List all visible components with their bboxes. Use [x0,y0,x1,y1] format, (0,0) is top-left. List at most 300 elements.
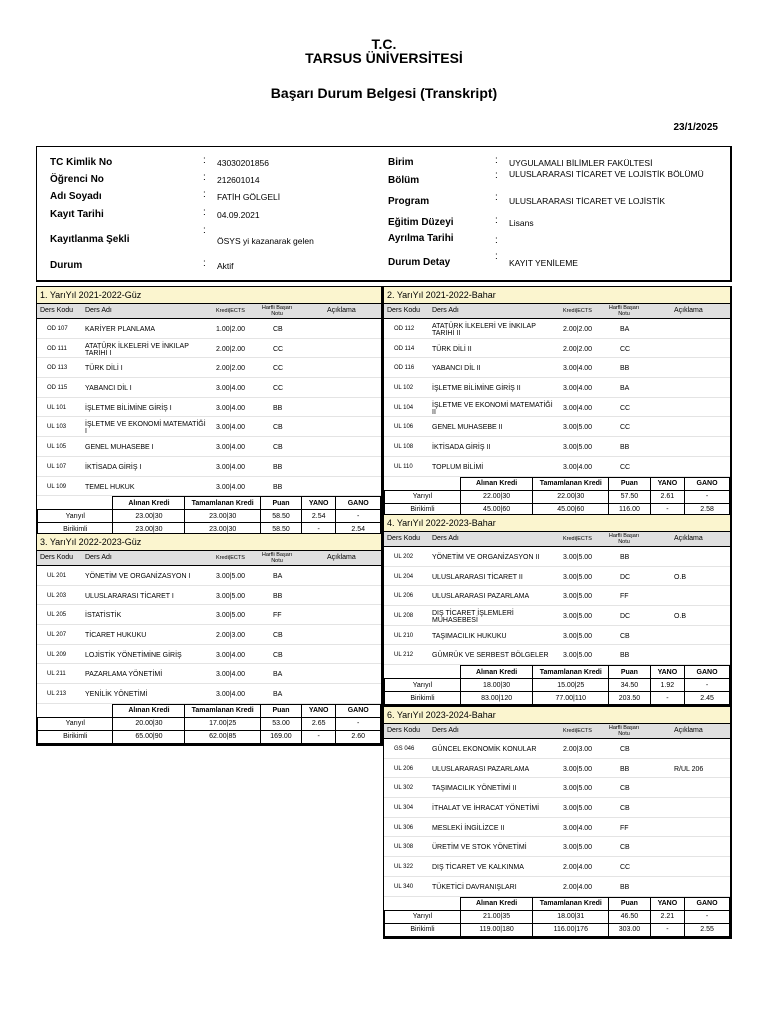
col-note-header: Açıklama [327,554,356,561]
course-grade: BB [620,554,630,561]
summary-gano: 2.60 [336,730,381,743]
course-code: UL 204 [394,573,414,580]
summary-yano: 2.21 [650,910,685,923]
student-info-box [36,146,732,282]
course-row [384,857,730,877]
summary-gano: 2.55 [685,923,730,936]
course-row [384,798,730,818]
summary-header: GANO [336,704,381,717]
semester-summary-table [37,496,381,536]
course-credit: 3.00|4.00 [563,385,593,393]
summary-header: Puan [260,497,301,510]
course-grade: CB [620,805,630,813]
label-education-level: Eğitim Düzeyi [388,217,454,228]
summary-done: 116.00|176 [533,923,609,936]
course-grade: BB [620,765,630,773]
course-grade: BA [273,671,283,679]
summary-yano: - [650,692,685,705]
summary-done: 45.00|60 [533,503,609,516]
summary-header: YANO [302,704,336,717]
summary-taken: 23.00|30 [113,523,185,536]
semester-title: 1. YarıYıl 2021-2022-Güz [37,287,381,304]
course-code: UL 206 [394,593,414,600]
course-name: ÜRETİM VE STOK YÖNETİMİ [432,844,527,852]
course-credit: 2.00|2.00 [563,326,593,333]
summary-taken: 65.00|90 [113,730,185,743]
course-name: TAŞIMACILIK YÖNETİMİ II [432,785,517,793]
course-code: UL 106 [394,424,414,431]
course-code: UL 201 [47,573,67,579]
course-grade: BB [273,483,283,491]
course-grade: CC [273,385,284,393]
summary-done: 18.00|31 [533,910,609,923]
course-grade: BA [620,385,630,393]
course-row [384,398,730,418]
summary-header: Alınan Kredi [113,497,185,510]
course-code: UL 302 [394,785,414,792]
summary-gano: 2.58 [685,503,730,516]
course-credit: 3.00|5.00 [563,805,593,813]
course-code: UL 109 [47,483,67,490]
course-grade: CB [273,651,283,659]
summary-row-label: Yarıyıl [38,510,113,523]
course-code: UL 103 [47,424,67,431]
course-name: TEMEL HUKUK [85,483,135,491]
course-credit: 3.00|5.00 [563,652,593,660]
summary-gano: 2.45 [685,692,730,705]
col-code-header: Ders Kodu [40,554,74,561]
course-credit: 2.00|2.00 [216,345,246,353]
document-date: 23/1/2025 [673,122,718,133]
summary-header: Tamamlanan Kredi [185,497,260,510]
col-note-header: Açıklama [674,727,703,734]
course-grade: FF [273,612,282,620]
colon: : [203,172,206,183]
summary-row-label: Birikimli [38,523,113,536]
course-name: ULUSLARARASI PAZARLAMA [432,593,530,601]
colon: : [495,170,498,181]
course-credit: 3.00|5.00 [216,612,246,620]
course-code: OD 114 [394,345,415,352]
semester-summary-table [384,897,730,937]
summary-taken: 18.00|30 [460,679,532,692]
summary-row-label: Birikimli [385,692,461,705]
col-grade-header: Harfli Başarı Notu [608,725,640,737]
course-code: UL 104 [394,404,414,411]
colon: : [203,258,206,269]
course-name: İŞLETME BİLİMİNE GİRİŞ I [85,404,172,412]
header-tc: T.C. [371,36,397,52]
course-credit: 3.00|5.00 [216,592,246,600]
course-row [37,358,381,378]
summary-yano: 2.54 [302,510,336,523]
course-name: İKTİSADA GİRİŞ I [85,463,142,471]
course-credit: 3.00|5.00 [563,424,593,432]
summary-row-label: Yarıyıl [385,679,461,692]
course-grade: CB [620,844,630,852]
col-credit-header: Kredi|ECTS [216,308,245,314]
course-grade: CC [273,365,284,373]
label-name: Adı Soyadı [50,191,102,202]
summary-taken: 83.00|120 [460,692,532,705]
course-code: OD 107 [47,326,68,332]
semester-summary-table [384,477,730,517]
course-name: GENEL MUHASEBE I [85,444,154,452]
course-code: UL 207 [47,632,67,639]
course-grade: FF [620,824,629,832]
course-row [37,319,381,339]
summary-header: GANO [685,897,730,910]
course-code: UL 210 [394,632,414,639]
colon: : [495,251,498,262]
course-row [384,437,730,457]
value-reg-date: 04.09.2021 [217,210,260,220]
course-name: YÖNETİM VE ORGANİZASYON I [85,573,191,580]
col-code-header: Ders Kodu [40,307,74,314]
summary-header: YANO [650,477,685,490]
course-code: UL 340 [394,883,414,890]
course-credit: 3.00|4.00 [216,424,246,432]
summary-taken: 23.00|30 [113,510,185,523]
value-unit: UYGULAMALI BİLİMLER FAKÜLTESİ [509,158,653,168]
value-student-no: 212601014 [217,175,260,185]
label-tc: TC Kimlik No [50,157,113,168]
course-row [384,339,730,359]
summary-yano: - [650,923,685,936]
course-name: YENİLİK YÖNETİMİ [85,691,148,699]
course-row [384,818,730,838]
course-grade: BA [273,573,283,580]
course-code: OD 116 [394,365,415,372]
summary-taken: 119.00|180 [460,923,532,936]
semester-title: 4. YarıYıl 2022-2023-Bahar [384,515,730,532]
course-credit: 2.00|4.00 [563,864,593,872]
summary-points: 46.50 [609,910,650,923]
course-row [37,457,381,477]
course-row [37,398,381,418]
course-code: UL 208 [394,613,414,620]
course-credit: 3.00|4.00 [216,404,246,412]
course-name: KARİYER PLANLAMA [85,326,156,333]
colon: : [203,189,206,200]
course-credit: 3.00|5.00 [563,844,593,852]
course-name: ULUSLARARASI PAZARLAMA [432,765,530,773]
course-row [384,358,730,378]
col-code-header: Ders Kodu [387,535,421,542]
summary-corner [385,477,461,490]
summary-row-label: Yarıyıl [38,717,113,730]
course-row [37,586,381,606]
summary-header: GANO [336,497,381,510]
course-credit: 3.00|4.00 [216,444,246,452]
course-credit: 3.00|5.00 [563,593,593,601]
course-code: UL 304 [394,805,414,812]
course-grade: BB [273,592,283,600]
course-credit: 3.00|5.00 [563,613,593,621]
summary-yano: 2.61 [650,490,685,503]
course-credit: 2.00|3.00 [216,632,246,640]
summary-yano: - [302,523,336,536]
course-grade: CB [620,746,630,753]
summary-header: Alınan Kredi [460,666,532,679]
course-grade: CC [620,345,631,353]
col-credit-header: Kredi|ECTS [563,308,592,314]
course-row [384,417,730,437]
summary-points: 169.00 [260,730,301,743]
colon: : [203,207,206,218]
course-credit: 3.00|4.00 [216,385,246,393]
colon: : [495,192,498,203]
summary-done: 22.00|30 [533,490,609,503]
course-grade: BB [620,883,630,891]
course-row [384,457,730,477]
summary-taken: 21.00|35 [460,910,532,923]
course-row [37,417,381,437]
course-row [384,645,730,665]
label-reg-date: Kayıt Tarihi [50,209,104,220]
course-row [384,567,730,587]
summary-yano: - [302,730,336,743]
course-name: PAZARLAMA YÖNETİMİ [85,671,163,679]
value-status: Aktif [217,261,234,271]
course-credit: 3.00|4.00 [216,691,246,699]
course-code: OD 113 [47,365,68,372]
course-code: UL 322 [394,864,414,871]
course-name: GÜNCEL EKONOMİK KONULAR [432,746,537,753]
course-code: UL 108 [394,444,414,451]
course-code: UL 306 [394,824,414,831]
summary-header: Tamamlanan Kredi [533,477,609,490]
summary-header: GANO [685,666,730,679]
col-name-header: Ders Adı [432,535,459,542]
summary-header: Puan [609,897,650,910]
value-program: ULUSLARARASI TİCARET VE LOJİSTİK [509,196,666,206]
course-name: TÜKETİCİ DAVRANIŞLARI [432,883,517,891]
course-credit: 3.00|4.00 [563,404,593,412]
col-name-header: Ders Adı [432,727,459,734]
course-name: DIŞ TİCARET VE KALKINMA [432,864,524,872]
course-code: OD 115 [47,385,68,392]
summary-corner [385,897,461,910]
course-code: UL 209 [47,651,67,658]
course-row [37,437,381,457]
course-row [384,739,730,759]
value-name: FATİH GÖLGELİ [217,192,281,202]
course-name: TİCARET HUKUKU [85,632,147,640]
course-credit: 2.00|2.00 [563,345,593,353]
course-code: UL 110 [394,463,413,470]
course-row [384,877,730,897]
course-grade: CB [620,632,630,640]
summary-done: 62.00|85 [185,730,260,743]
course-name: TAŞIMACILIK HUKUKU [432,632,507,640]
course-grade: CB [273,326,283,333]
course-row [384,626,730,646]
course-credit: 3.00|5.00 [563,632,593,640]
course-credit: 1.00|2.00 [216,326,246,333]
course-grade: CB [273,632,283,640]
course-credit: 3.00|5.00 [216,573,246,580]
course-row [37,645,381,665]
course-code: GS 046 [394,746,415,752]
course-credit: 2.00|3.00 [563,746,593,753]
course-grade: BA [273,691,283,699]
course-name: ATATÜRK İLKELERİ VE İNKILAP TARİHİ I [85,342,189,357]
course-code: UL 107 [47,463,67,470]
semester-title: 6. YarıYıl 2023-2024-Bahar [384,707,730,724]
summary-header: Puan [609,477,650,490]
course-code: UL 101 [47,404,67,411]
label-student-no: Öğrenci No [50,174,104,185]
course-code: UL 205 [47,612,67,619]
course-grade: BB [620,652,630,660]
course-name: ULUSLARARASI TİCARET I [85,592,174,600]
summary-points: 34.50 [609,679,650,692]
course-name: LOJİSTİK YÖNETİMİNE GİRİŞ [85,651,182,659]
summary-gano: - [336,510,381,523]
label-reg-type: Kayıtlanma Şekli [50,234,130,245]
course-credit: 3.00|4.00 [216,651,246,659]
colon: : [495,215,498,226]
course-credit: 2.00|2.00 [216,365,246,373]
summary-header: Tamamlanan Kredi [185,704,260,717]
course-code: UL 206 [394,765,414,772]
course-code: UL 202 [394,554,414,560]
course-name: ATATÜRK İLKELERİ VE İNKILAP TARİHİ II [432,323,536,337]
summary-gano: - [336,717,381,730]
course-name: YABANCI DİL I [85,385,132,393]
course-code: UL 212 [394,652,414,659]
course-grade: FF [620,593,629,601]
col-name-header: Ders Adı [85,554,112,561]
course-grade: CC [620,463,631,471]
summary-corner [38,704,113,717]
col-credit-header: Kredi|ECTS [563,536,592,542]
course-name: İŞLETME VE EKONOMİ MATEMATİĞİ II [432,401,553,416]
course-row [384,378,730,398]
course-code: UL 102 [394,385,414,392]
university-name: TARSUS ÜNİVERSİTESİ [305,50,463,66]
course-note: R/UL 206 [674,765,704,773]
course-credit: 3.00|4.00 [216,483,246,491]
col-name-header: Ders Adı [432,307,459,314]
course-grade: BB [620,365,630,373]
semester-table [383,286,732,519]
course-code: UL 308 [394,844,414,851]
course-grade: BB [620,444,630,452]
semester-title: 2. YarıYıl 2021-2022-Bahar [384,287,730,304]
summary-points: 58.50 [260,510,301,523]
course-code: OD 111 [47,345,67,352]
course-code: UL 211 [47,671,66,678]
course-name: GÜMRÜK VE SERBEST BÖLGELER [432,652,549,660]
course-row [37,625,381,645]
semester-table [36,286,383,538]
course-row [384,547,730,567]
course-grade: CC [620,404,631,412]
course-row [37,605,381,625]
semester-title: 3. YarıYıl 2022-2023-Güz [37,534,381,551]
course-code: UL 105 [47,444,67,451]
course-row [37,378,381,398]
course-note: O.B [674,573,687,581]
value-education-level: Lisans [509,218,534,228]
label-unit: Birim [388,157,414,168]
course-credit: 3.00|5.00 [563,554,593,561]
course-credit: 3.00|4.00 [216,671,246,679]
col-grade-header: Harfli Başarı Notu [261,305,293,317]
summary-taken: 22.00|30 [460,490,532,503]
value-tc: 43030201856 [217,158,270,168]
course-grade: CB [273,444,283,452]
summary-header: Puan [260,704,301,717]
course-row [384,778,730,798]
column-header-row [384,532,730,547]
col-code-header: Ders Kodu [387,727,421,734]
course-name: İSTATİSTİK [85,612,122,620]
colon: : [203,225,206,236]
summary-yano: - [650,503,685,516]
course-row [384,606,730,626]
course-row [384,837,730,857]
summary-points: 303.00 [609,923,650,936]
course-name: TÜRK DİLİ I [85,365,123,373]
course-grade: CC [620,864,631,872]
col-note-header: Açıklama [674,535,703,542]
summary-gano: 2.54 [336,523,381,536]
summary-row-label: Birikimli [38,730,113,743]
summary-done: 77.00|110 [533,692,609,705]
column-header-row [384,724,730,739]
course-credit: 3.00|5.00 [563,444,593,452]
course-row [37,684,381,704]
label-status-detail: Durum Detay [388,257,451,268]
course-grade: CC [620,424,631,432]
colon: : [203,155,206,166]
course-credit: 3.00|5.00 [563,573,593,581]
course-name: YÖNETİM VE ORGANİZASYON II [432,554,540,561]
summary-taken: 45.00|60 [460,503,532,516]
col-credit-header: Kredi|ECTS [216,555,245,561]
label-leave-date: Ayrılma Tarihi [388,233,454,244]
course-grade: BA [620,326,630,333]
col-grade-header: Harfli Başarı Notu [608,305,640,317]
summary-header: Puan [609,666,650,679]
column-header-row [37,551,381,566]
summary-gano: - [685,679,730,692]
course-credit: 3.00|4.00 [216,463,246,471]
summary-header: GANO [685,477,730,490]
course-grade: BB [273,463,283,471]
summary-corner [38,497,113,510]
document-title: Başarı Durum Belgesi (Transkript) [270,85,498,101]
summary-yano: 2.65 [302,717,336,730]
summary-points: 57.50 [609,490,650,503]
course-row [384,586,730,606]
column-header-row [37,304,381,319]
col-grade-header: Harfli Başarı Notu [261,552,293,564]
summary-done: 23.00|30 [185,510,260,523]
course-row [37,339,381,359]
course-grade: DC [620,613,631,621]
course-row [384,759,730,779]
summary-header: YANO [650,666,685,679]
course-name: ULUSLARARASI TİCARET II [432,573,523,581]
summary-header: YANO [302,497,336,510]
column-header-row [384,304,730,319]
course-credit: 2.00|4.00 [563,883,593,891]
course-row [37,664,381,684]
